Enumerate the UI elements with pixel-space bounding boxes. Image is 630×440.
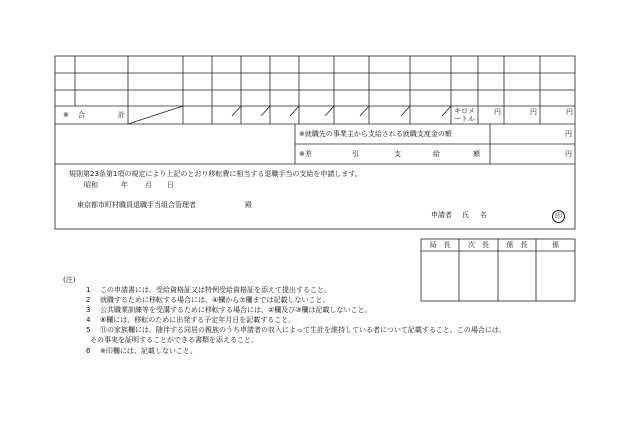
seal-mark: 印 bbox=[552, 210, 565, 223]
note-number: 6 bbox=[86, 347, 91, 355]
notes-title: (注) bbox=[63, 276, 76, 284]
addressee: 東京都市町村職員退職手当組合管理者 bbox=[77, 201, 196, 209]
difference-label-e: 額 bbox=[473, 150, 480, 158]
difference-mark: ※差 bbox=[299, 150, 312, 158]
note-text: ※印欄には、記載しないこと。 bbox=[100, 347, 197, 355]
employer-allowance-label: ※就職先の事業主から支給される就職支度金の額 bbox=[299, 130, 452, 138]
note-text: 公共職業訓練等を受講するために移転する場合には、②欄及び③欄は記載しないこと。 bbox=[100, 306, 372, 314]
total-mark: ※ bbox=[63, 111, 69, 119]
applicant-label: 申請者 bbox=[431, 211, 452, 219]
name-label-b: 名 bbox=[480, 211, 487, 219]
date-day: 日 bbox=[167, 181, 174, 189]
difference-label-c: 支 bbox=[394, 150, 401, 158]
date-month: 月 bbox=[145, 181, 152, 189]
total-label-b: 計 bbox=[118, 111, 125, 119]
difference-label-b: 引 bbox=[352, 150, 359, 158]
yen-unit-3: 円 bbox=[566, 108, 573, 116]
note-text: この申請書には、受給資格証又は特例受給資格証を添えて提出すること。 bbox=[100, 286, 331, 294]
date-year: 年 bbox=[121, 181, 128, 189]
yen-unit-1: 円 bbox=[494, 108, 501, 116]
note-text: 就職するために移転する場合には、④欄から⑦欄までは記載しないこと。 bbox=[100, 296, 330, 304]
name-label: 氏 bbox=[462, 211, 469, 219]
note-number: 2 bbox=[86, 296, 91, 304]
date-era: 昭和 bbox=[84, 181, 98, 189]
note-text: ⑧欄には、移転のために出発する予定年月日を記載すること。 bbox=[100, 316, 296, 324]
approval-header-director: 局 長 bbox=[429, 241, 451, 249]
approval-header-section-chief: 係 長 bbox=[506, 241, 528, 249]
note-number: 4 bbox=[86, 316, 91, 324]
difference-label-d: 給 bbox=[433, 150, 440, 158]
note-number: 1 bbox=[86, 286, 91, 294]
total-label-a: 合 bbox=[78, 111, 85, 119]
approval-header-deputy: 次 長 bbox=[468, 241, 489, 249]
note-number: 5 bbox=[86, 326, 91, 334]
employer-allowance-yen: 円 bbox=[565, 130, 572, 138]
note-text-continued: その事実を証明することができる書類を添えること。 bbox=[90, 336, 258, 344]
honorific: 殿 bbox=[245, 201, 252, 209]
approval-header-staff: 係 bbox=[552, 241, 559, 249]
distance-unit: キロメートル bbox=[454, 107, 475, 123]
difference-yen: 円 bbox=[565, 150, 572, 158]
note-number: 3 bbox=[86, 306, 91, 314]
application-statement: 規則第23条第1項の規定により上記のとおり移転費に相当する退職手当の支給を申請します。 bbox=[69, 170, 362, 178]
note-text: ⑪の家族欄には、随伴する同居の親族のうち申請者の収入によって生計を維持している者について記載すること。この場合には、 bbox=[100, 326, 506, 334]
approval-header-row bbox=[421, 241, 575, 250]
yen-unit-2: 円 bbox=[530, 108, 537, 116]
